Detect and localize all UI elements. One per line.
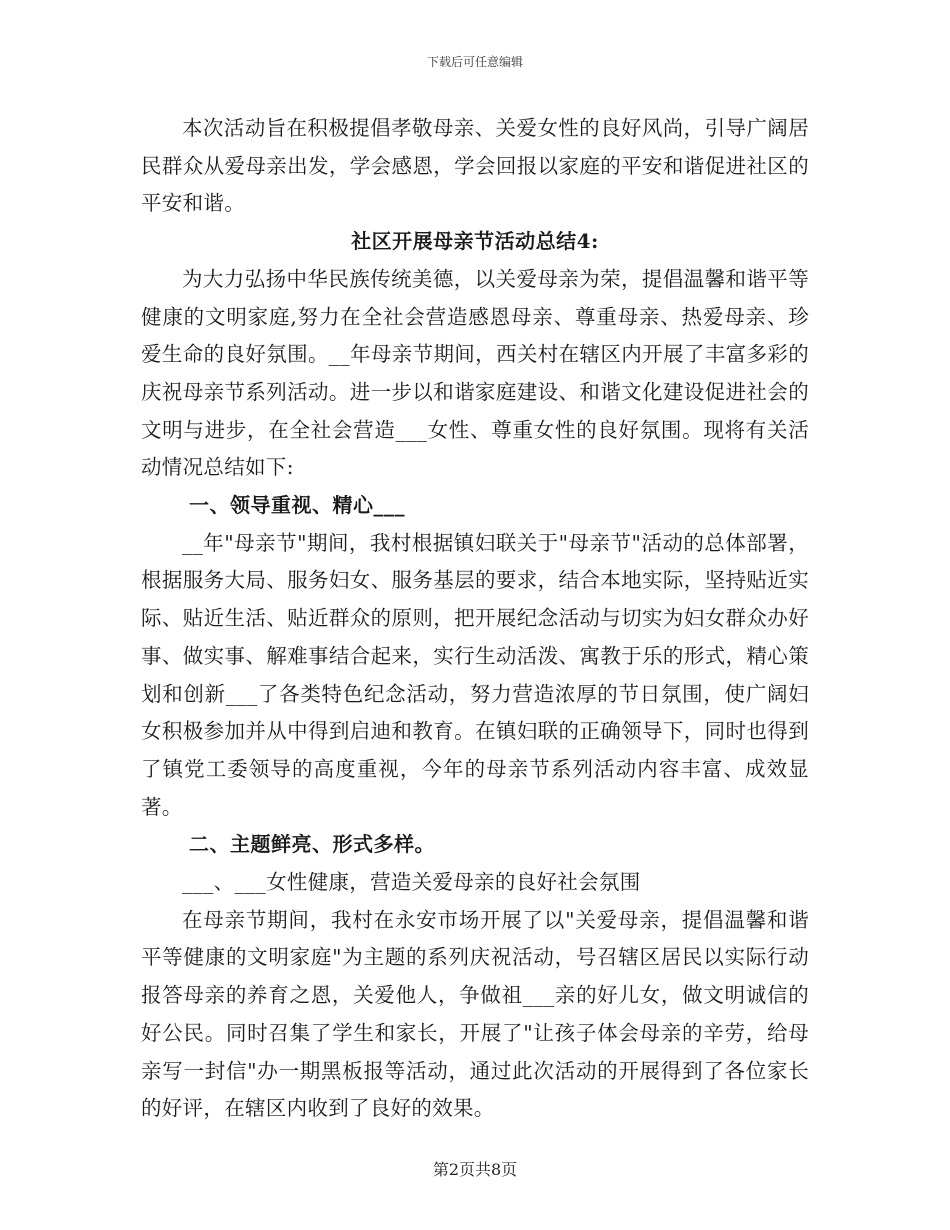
heading-1: 一、领导重视、精心___ xyxy=(189,493,405,518)
heading-2: 二、主题鲜亮、形式多样。 xyxy=(189,832,435,857)
page-number: 第2页共8页 xyxy=(432,1160,518,1179)
paragraph-5: 在母亲节期间，我村在永安市场开展了以"关爱母亲，提倡温馨和谐平等健康的文明家庭"为主题的系列庆祝活动，号召辖区居民以实际行动报答母亲的养育之恩，关爱他人，争做祖___亲的好儿女，做文明诚信的好公民。同时召集了学生和家长，开展了"让孩子体会母亲的辛劳，给母亲写一封信"办一期黑板报等活动，通过此次活动的开展得到了各位家长的好评，在辖区内收到了良好的效果。 xyxy=(141,907,809,1121)
intro-paragraph: 本次活动旨在积极提倡孝敬母亲、关爱女性的良好风尚，引导广阔居民群众从爱母亲出发，学会感恩，学会回报以家庭的平安和谐促进社区的平安和谐。 xyxy=(141,116,809,216)
paragraph-2: 为大力弘扬中华民族传统美德，以关爱母亲为荣，提倡温馨和谐平等健康的文明家庭,努力在全社会营造感恩母亲、尊重母亲、热爱母亲、珍爱生命的良好氛围。__年母亲节期间，西关村在辖区内开展了丰富多彩的庆祝母亲节系列活动。进一步以和谐家庭建设、和谐文化建设促进社会的文明与进步，在全社会营造___女性、尊重女性的良好氛围。现将有关活动情况总结如下: xyxy=(141,266,809,480)
paragraph-4: ___、___女性健康，营造关爱母亲的良好社会氛围 xyxy=(182,870,641,895)
page-header-note: 下载后可任意编辑 xyxy=(426,55,523,69)
document-body xyxy=(141,110,809,1128)
paragraph-3: __年"母亲节"期间，我村根据镇妇联关于"母亲节"活动的总体部署，根据服务大局、服务妇女、服务基层的要求，结合本地实际，坚持贴近实际、贴近生活、贴近群众的原则，把开展纪念活动与切实为妇女群众办好事、做实事、解难事结合起来，实行生动活泼、寓教于乐的形式，精心策划和创新___了各类特色纪念活动，努力营造浓厚的节日氛围，使广阔妇女积极参加并从中得到启迪和教育。在镇妇联的正确领导下，同时也得到了镇党工委领导的高度重视，今年的母亲节系列活动内容丰富、成效显著。 xyxy=(141,530,809,819)
section-title: 社区开展母亲节活动总结4: xyxy=(351,229,599,254)
